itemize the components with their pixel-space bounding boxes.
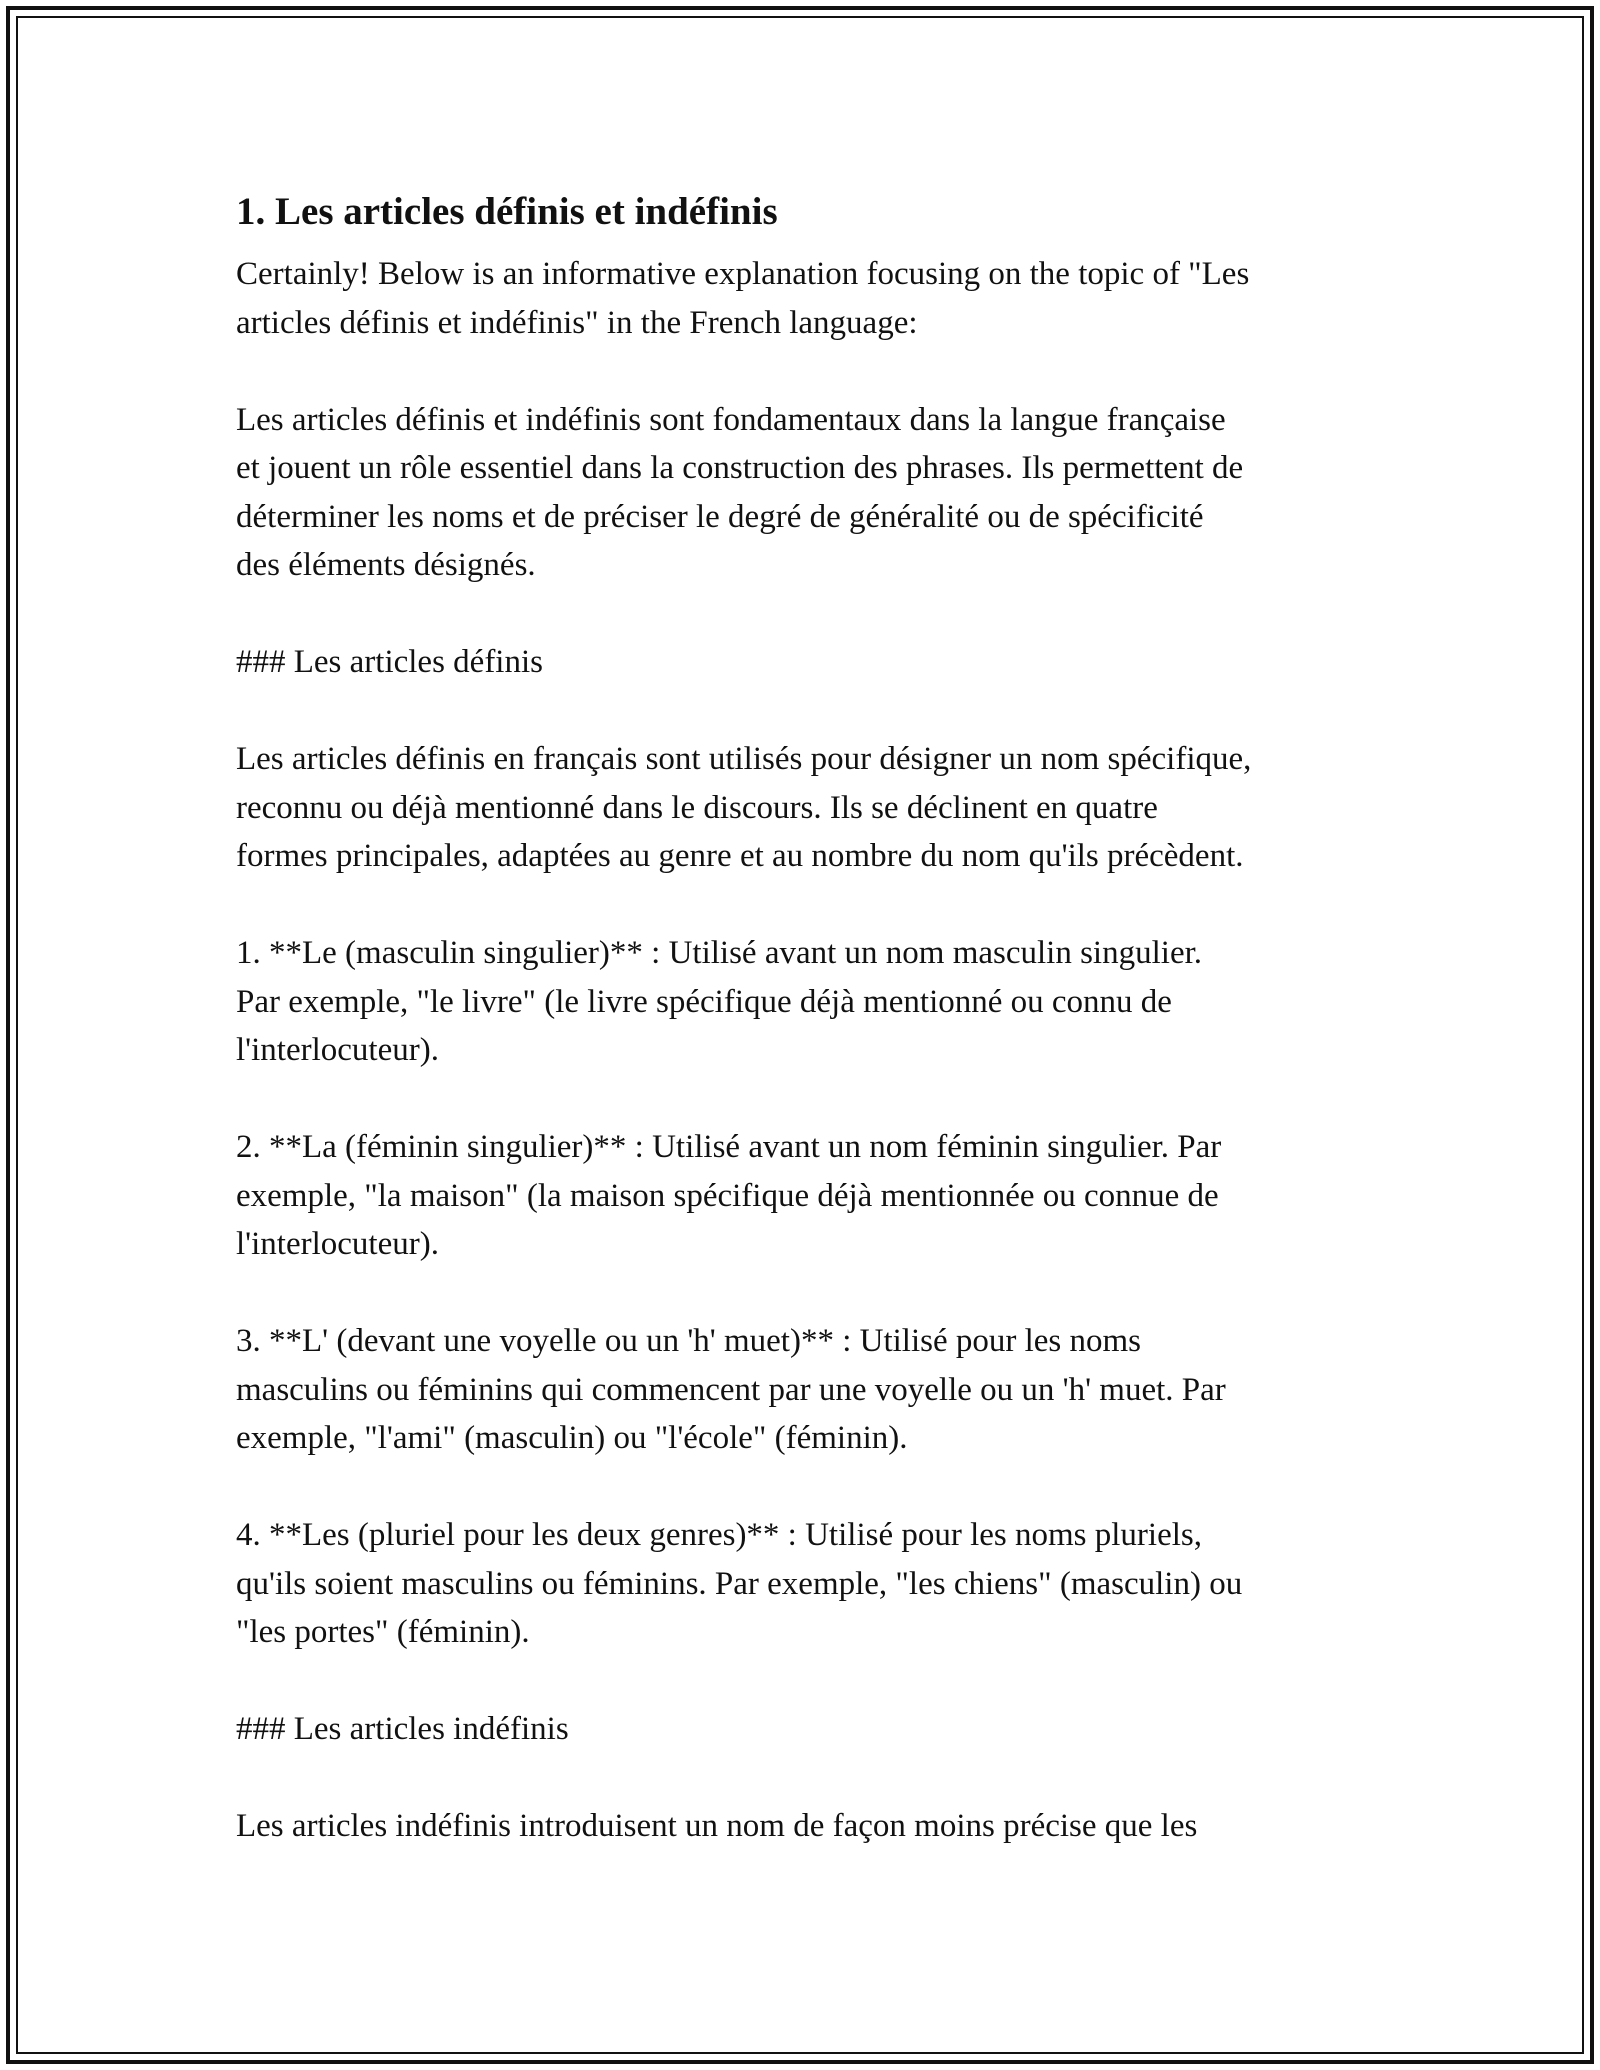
document-title: 1. Les articles définis et indéfinis	[236, 190, 778, 233]
paragraph-intro: Certainly! Below is an informative explanation focusing on the topic of "Les articles définis et indéfinis" in the French language:	[236, 256, 1250, 341]
list-item-la: 2. **La (féminin singulier)** : Utilisé avant un nom féminin singulier. Par exemple, "la maison" (la maison spécifique déjà mentionnée ou connue de l'interlocuteur).	[236, 1129, 1222, 1262]
list-item-le: 1. **Le (masculin singulier)** : Utilisé avant un nom masculin singulier. Par exemple, "le livre" (le livre spécifique déjà mentionné ou connu de l'interlocuteur).	[236, 935, 1203, 1068]
list-item-les: 4. **Les (pluriel pour les deux genres)** : Utilisé pour les noms pluriels, qu'ils soient masculins ou féminins. Par exemple, "les chiens" (masculin) ou "les portes" (féminin).	[236, 1517, 1243, 1650]
paragraph-indefinis-intro: Les articles indéfinis introduisent un nom de façon moins précise que les	[236, 1808, 1198, 1844]
paragraph-overview: Les articles définis et indéfinis sont fondamentaux dans la langue française et jouent un rôle essentiel dans la construction des phrases. Ils permettent de déterminer les noms et de préciser le degré de généralité ou de spécificité des éléments désignés.	[236, 401, 1244, 583]
section-heading-definis: ### Les articles définis	[236, 644, 543, 680]
document-body	[236, 186, 1376, 1851]
section-heading-indefinis: ### Les articles indéfinis	[236, 1711, 569, 1747]
paragraph-definis-intro: Les articles définis en français sont utilisés pour désigner un nom spécifique, reconnu ou déjà mentionné dans le discours. Ils se déclinent en quatre formes principales, adaptées au genre et au nombre du nom qu'ils précèdent.	[236, 741, 1252, 874]
list-item-l-apostrophe: 3. **L' (devant une voyelle ou un 'h' muet)** : Utilisé pour les noms masculins ou féminins qui commencent par une voyelle ou un 'h' muet. Par exemple, "l'ami" (masculin) ou "l'école" (féminin).	[236, 1323, 1226, 1456]
